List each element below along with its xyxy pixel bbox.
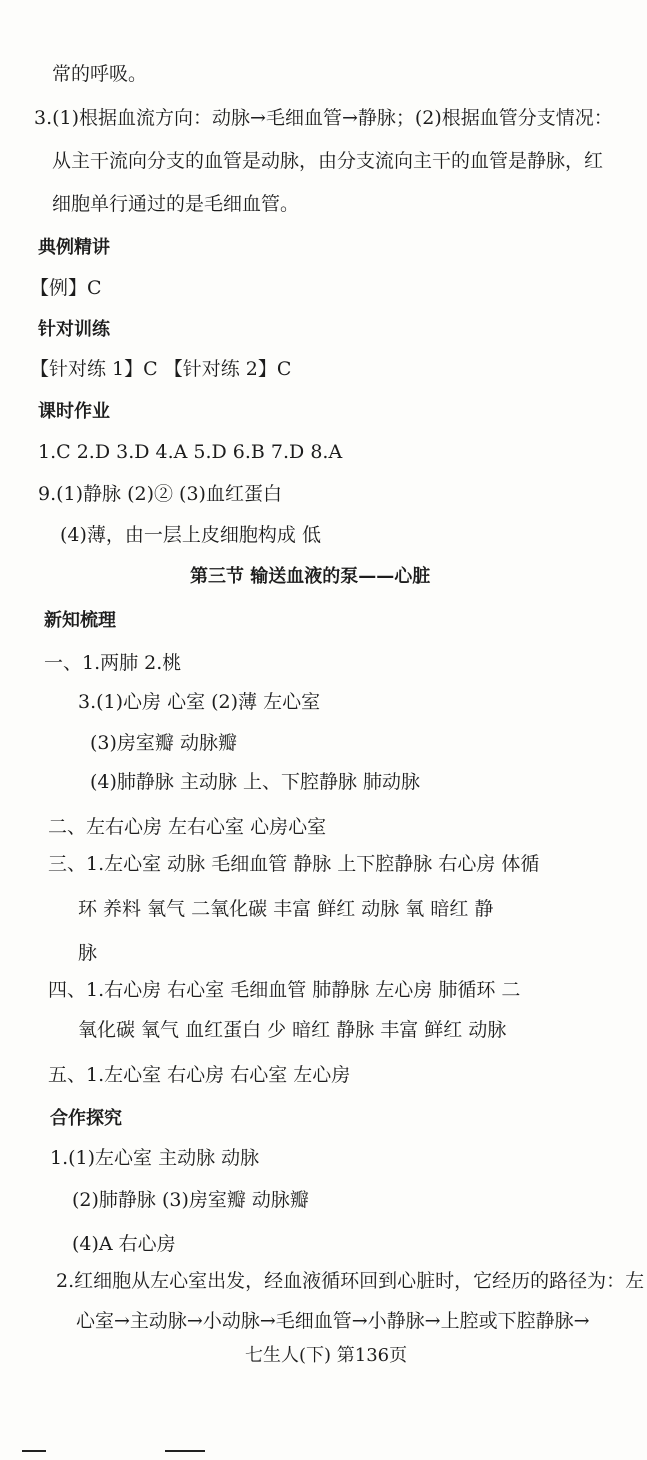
answer-line: 1.C 2.D 3.D 4.A 5.D 6.B 7.D 8.A xyxy=(38,441,343,463)
section-heading: 课时作业 xyxy=(38,401,110,422)
text-line: 五、1.左心室 右心房 右心室 左心房 xyxy=(48,1064,351,1086)
text-line: 三、1.左心室 动脉 毛细血管 静脉 上下腔静脉 右心房 体循 xyxy=(48,853,540,875)
text-line: 3.(1)根据血流方向：动脉→毛细血管→静脉；(2)根据血管分支情况： xyxy=(34,107,613,129)
text-line: 二、左右心房 左右心室 心房心室 xyxy=(48,816,327,838)
text-line: 环 养料 氧气 二氧化碳 丰富 鲜红 动脉 氧 暗红 静 xyxy=(78,898,494,920)
text-line: (3)房室瓣 动脉瓣 xyxy=(90,732,237,754)
text-line: 细胞单行通过的是毛细血管。 xyxy=(52,193,300,215)
text-line: 常的呼吸。 xyxy=(52,63,148,85)
text-line: 四、1.右心房 右心室 毛细血管 肺静脉 左心房 肺循环 二 xyxy=(48,979,521,1001)
text-line: 1.(1)左心室 主动脉 动脉 xyxy=(50,1147,260,1169)
text-line: (4)A 右心房 xyxy=(72,1233,176,1255)
answer-line: 9.(1)静脉 (2)② (3)血红蛋白 xyxy=(38,483,282,505)
section-heading: 合作探究 xyxy=(50,1108,122,1129)
answer-line: (4)薄，由一层上皮细胞构成 低 xyxy=(60,524,321,546)
text-line: 3.(1)心房 心室 (2)薄 左心室 xyxy=(78,691,321,713)
text-line: (2)肺静脉 (3)房室瓣 动脉瓣 xyxy=(72,1189,309,1211)
bottom-rule xyxy=(22,1450,46,1452)
page-footer: 七生人(下) 第136页 xyxy=(245,1345,408,1366)
text-line: 氧化碳 氧气 血红蛋白 少 暗红 静脉 丰富 鲜红 动脉 xyxy=(78,1019,507,1041)
section-heading: 针对训练 xyxy=(38,319,110,340)
text-line: 脉 xyxy=(78,942,98,964)
chapter-title: 第三节 输送血液的泵——心脏 xyxy=(190,566,431,587)
text-line: (4)肺静脉 主动脉 上、下腔静脉 肺动脉 xyxy=(90,771,421,793)
text-line: 【例】C xyxy=(30,277,102,299)
text-line: 从主干流向分支的血管是动脉，由分支流向主干的血管是静脉，红 xyxy=(52,150,604,172)
section-heading: 新知梳理 xyxy=(44,610,116,631)
text-line: 一、1.两肺 2.桃 xyxy=(44,652,182,674)
text-line: 2.红细胞从左心室出发，经血液循环回到心脏时，它经历的路径为：左 xyxy=(56,1270,645,1292)
text-line: 【针对练 1】C 【针对练 2】C xyxy=(30,358,292,380)
section-heading: 典例精讲 xyxy=(38,237,110,258)
bottom-rule xyxy=(165,1450,205,1452)
text-line: 心室→主动脉→小动脉→毛细血管→小静脉→上腔或下腔静脉→ xyxy=(76,1310,590,1332)
